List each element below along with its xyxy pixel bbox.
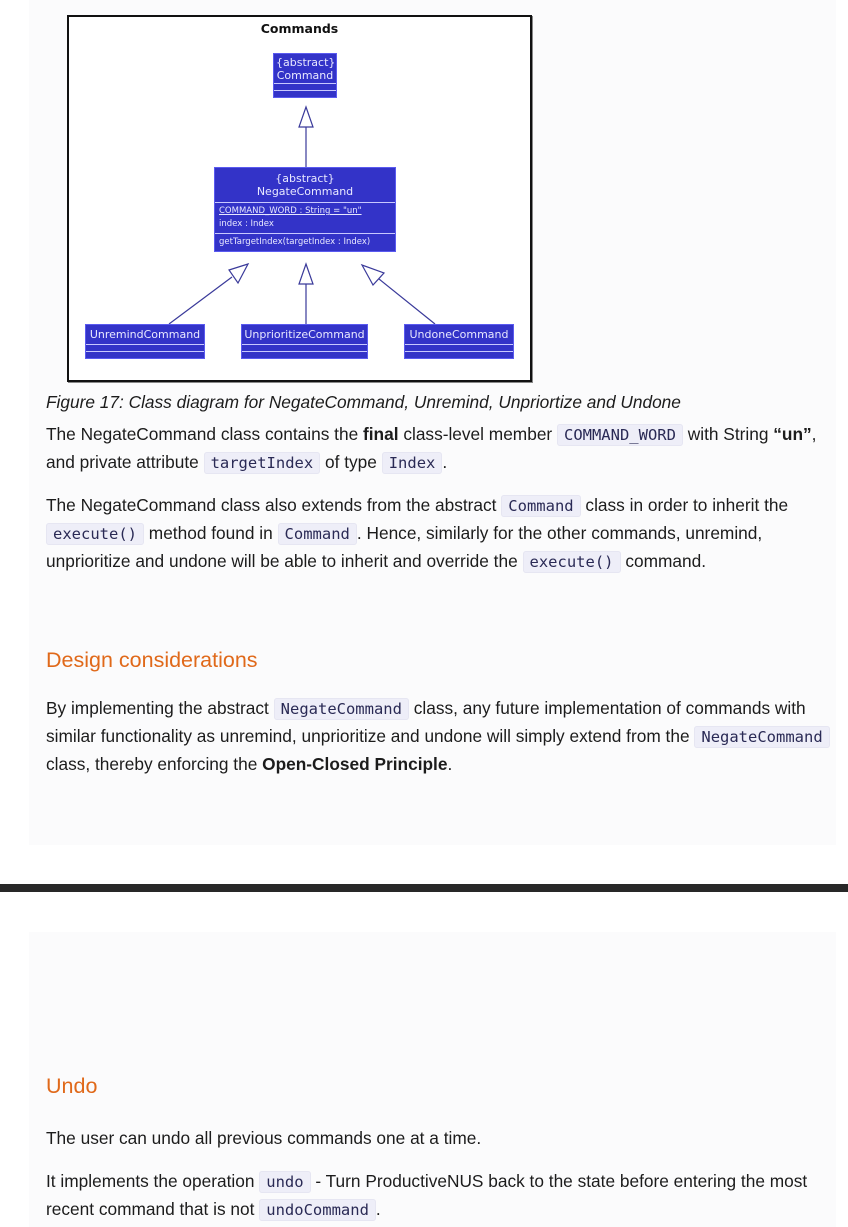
paragraph-undo-intro: The user can undo all previous commands one at a time. (46, 1128, 482, 1148)
text: - Turn ProductiveNUS back to the state before entering the most recent command that is not (46, 1171, 808, 1219)
undone-class-name: UndoneCommand (409, 328, 509, 341)
code-index: Index (382, 452, 443, 474)
code-command: Command (278, 523, 357, 545)
command-class-name: Command (276, 69, 334, 82)
text: method found in (144, 523, 278, 543)
text: The NegateCommand class contains the (46, 424, 363, 444)
code-negate-command: NegateCommand (694, 726, 829, 748)
bold-un: “un” (773, 424, 812, 444)
undone-command-class-box (404, 324, 514, 359)
unprioritize-class-name: UnprioritizeCommand (244, 328, 365, 341)
heading-design-considerations: Design considerations (46, 648, 258, 672)
method-get-target-index: getTargetIndex(targetIndex : Index) (219, 237, 371, 247)
negate-stereotype: {abstract} (275, 172, 335, 185)
class-diagram (67, 15, 532, 382)
unremind-class-name: UnremindCommand (89, 328, 201, 341)
text: . (375, 1199, 381, 1219)
code-command-word: COMMAND_WORD (557, 424, 683, 446)
bold-open-closed-principle: Open-Closed Principle (262, 754, 448, 774)
attribute-command-word: COMMAND_WORD : String = "un" (219, 206, 362, 216)
code-execute: execute() (46, 523, 144, 545)
text: . Hence, similarly for the other commands, unremind, unprioritize and undone will be able to inherit and override the (46, 523, 763, 571)
paragraph-undo-operation (46, 1168, 826, 1224)
bold-final: final (363, 424, 399, 444)
text: command. (620, 551, 706, 571)
text: class-level member (398, 424, 557, 444)
section-divider (0, 884, 848, 892)
paragraph-negate-extends (46, 492, 821, 576)
figure-caption: Figure 17: Class diagram for NegateCommand, Unremind, Unpriortize and Undone (46, 392, 681, 412)
text: class, thereby enforcing the (46, 754, 263, 774)
negate-class-name: NegateCommand (256, 185, 354, 198)
paragraph-negate-members (46, 421, 826, 477)
command-stereotype: {abstract} (276, 56, 336, 69)
heading-undo: Undo (46, 1074, 98, 1098)
attribute-index: index : Index (219, 219, 274, 229)
negate-command-class-box (214, 167, 396, 252)
text: . (442, 452, 448, 472)
text: . (447, 754, 453, 774)
text: class in order to inherit the (580, 495, 789, 515)
text: class, any future implementation of commands with similar functionality as unremind, unprioritize and undone will simply extend from the (46, 698, 806, 746)
code-undo: undo (259, 1171, 310, 1193)
text: It implements the operation (46, 1171, 260, 1191)
paragraph-design (46, 695, 831, 778)
unprioritize-command-class-box (241, 324, 368, 359)
code-target-index: targetIndex (204, 452, 321, 474)
code-execute: execute() (523, 551, 621, 573)
text: The NegateCommand class also extends from the abstract (46, 495, 502, 515)
text: of type (320, 452, 382, 472)
code-negate-command: NegateCommand (274, 698, 409, 720)
diagram-title: Commands (260, 21, 339, 36)
code-undo-command: undoCommand (259, 1199, 376, 1221)
text: with String (682, 424, 774, 444)
command-class-box (273, 53, 337, 98)
code-command: Command (501, 495, 580, 517)
text: , and private attribute (46, 424, 817, 472)
unremind-command-class-box (85, 324, 205, 359)
text: By implementing the abstract (46, 698, 274, 718)
